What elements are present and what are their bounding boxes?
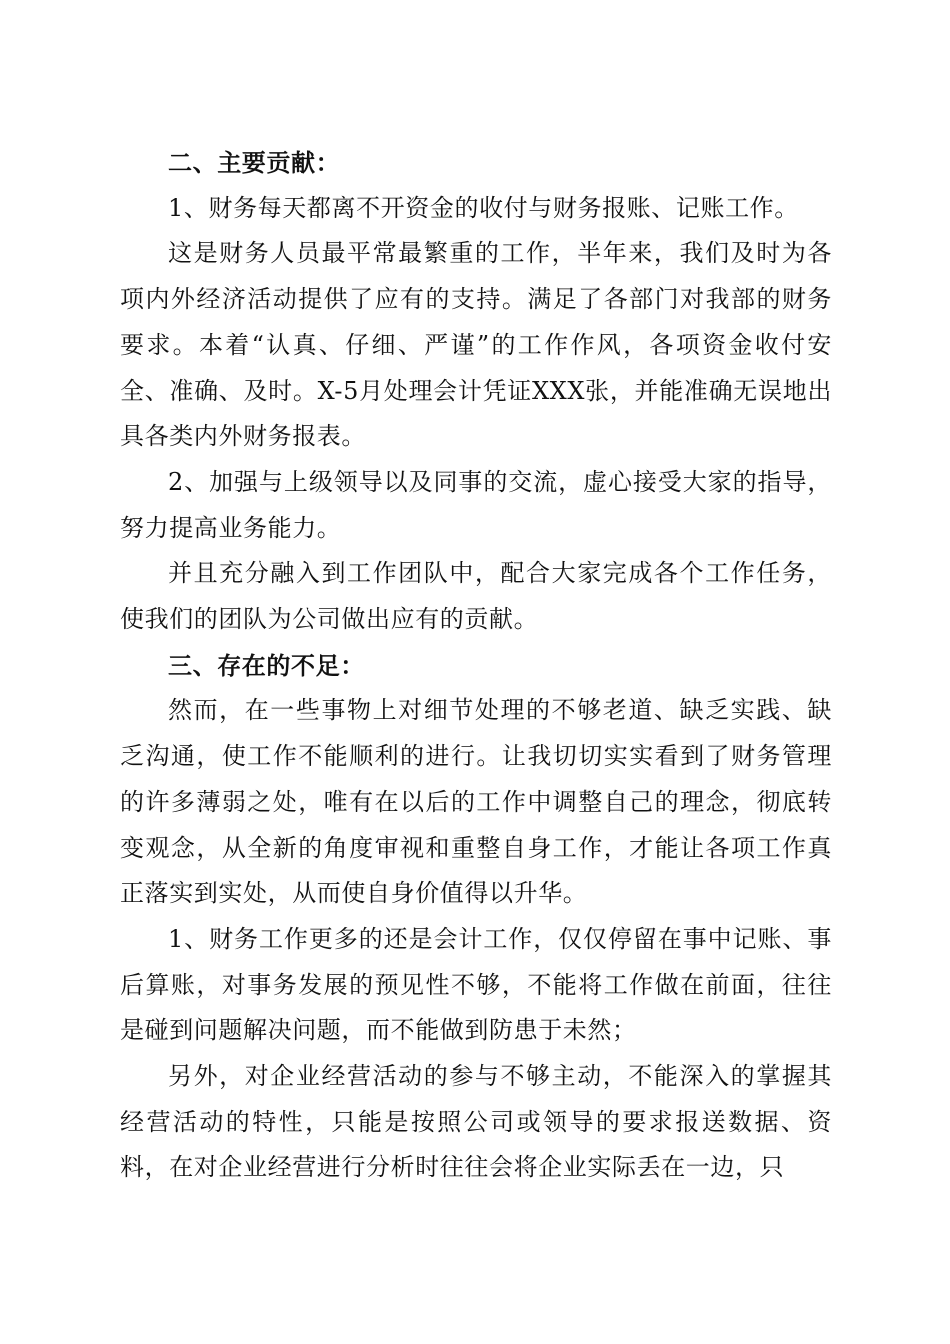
paragraph: 1、财务每天都离不开资金的收付与财务报账、记账工作。 xyxy=(168,193,799,222)
paragraph: 另外，对企业经营活动的参与不够主动，不能深入的掌握其经营活动的特性，只能是按照公司或领导的要求报送数据、资料，在对企业经营进行分析时往往会将企业实际丢在一边，只 xyxy=(120,1062,832,1182)
paragraph: 并且充分融入到工作团队中，配合大家完成各个工作任务，使我们的团队为公司做出应有的贡献。 xyxy=(120,559,832,634)
section-heading-main-contributions: 二、主要贡献： xyxy=(168,148,341,177)
paragraph: 这是财务人员最平常最繁重的工作，半年来，我们及时为各项内外经济活动提供了应有的支持。满足了各部门对我部的财务要求。本着“认真、仔细、严谨”的工作作风，各项资金收付安全、准确、及时。X-5月处理会计凭证XXX张，并能准确无误地出具各类内外财务报表。 xyxy=(120,239,832,451)
paragraph: 1、财务工作更多的还是会计工作，仅仅停留在事中记账、事后算账，对事务发展的预见性不够，不能将工作做在前面，往往是碰到问题解决问题，而不能做到防患于未然； xyxy=(120,924,832,1045)
section-heading-shortcomings: 三、存在的不足： xyxy=(168,650,365,680)
paragraph: 2、加强与上级领导以及同事的交流，虚心接受大家的指导，努力提高业务能力。 xyxy=(120,467,832,542)
paragraph: 然而，在一些事物上对细节处理的不够老道、缺乏实践、缺乏沟通，使工作不能顺利的进行。让我切切实实看到了财务管理的许多薄弱之处，唯有在以后的工作中调整自己的理念，彻底转变观念，从全新的角度审视和重整自身工作，才能让各项工作真正落实到实处，从而使自身价值得以升华。 xyxy=(120,696,832,908)
document-body xyxy=(120,140,832,1191)
